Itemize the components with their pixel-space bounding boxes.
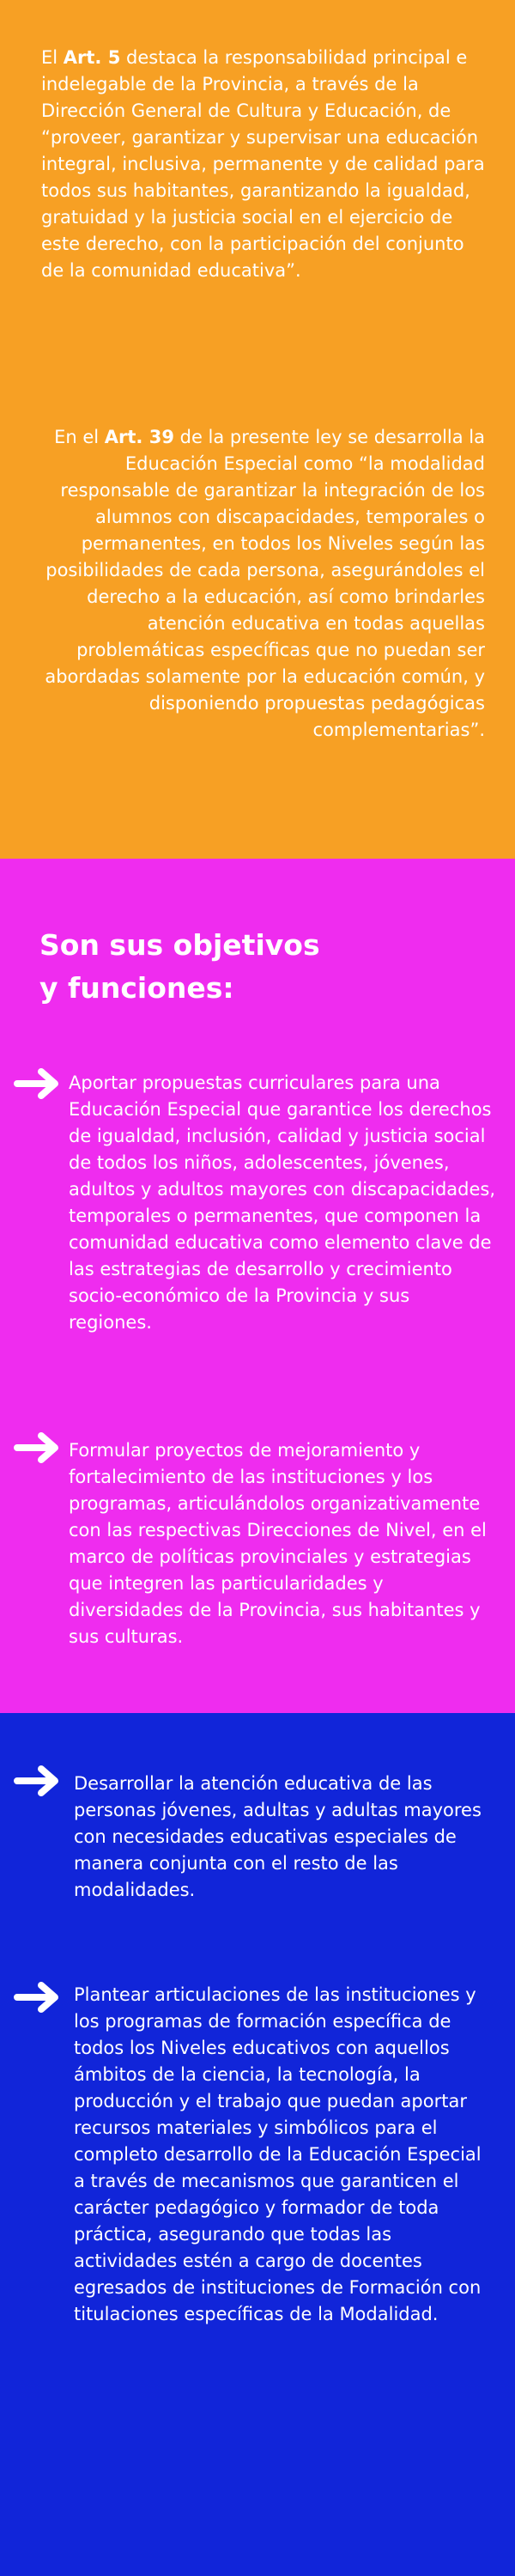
arrow-right-icon [14, 1762, 65, 1800]
art5-body: destaca la responsabilidad principal e indelegable de la Provincia, a través de la Dirección General de Cultura y Educación, de “proveer, garantizar y supervisar una educación integral, inclusiva, permanente y de calidad para todos sus habitantes, garantizando la igualdad, gratuidad y la justicia social en el ejercicio de este derecho, con la participación del conjunto de la comunidad educativa”. [41, 47, 485, 281]
arrow-right-icon [14, 1065, 65, 1103]
objective-text: Aportar propuestas curriculares para una Educación Especial que garantice los derechos de igualdad, inclusión, calidad y justicia social de todos los niños, adolescentes, jóvenes, adultos y adultos mayores con discapacidades, temporales o permanentes, que componen la comunidad educativa como elemento clave de las estrategias de desarrollo y crecimiento socio-económico de la Provincia y sus regiones. [69, 1072, 496, 1333]
objective-text: Plantear articulaciones de las instituciones y los programas de formación específica de todos los Niveles educativos con aquellos ámbitos de la ciencia, la tecnología, la producción y el trabajo que puedan aportar recursos materiales y simbólicos para el completo desarrollo de la Educación Especial a través de mecanismos que garanticen el carácter pedagógico y formador de toda práctica, asegurando que todas las actividades estén a cargo de docentes egresados de instituciones de Formación con titulaciones específicas de la Modalidad. [74, 1984, 482, 2324]
art5-intro: El [41, 47, 64, 68]
arrow-right-icon [14, 1429, 65, 1467]
art39-paragraph [34, 424, 485, 744]
objective-text: Desarrollar la atención educativa de las personas jóvenes, adultas y adultas mayores con necesidades educativas especiales de manera conjunta con el resto de las modalidades. [74, 1773, 482, 1900]
heading-line-1: Son sus objetivos [39, 928, 320, 962]
heading-line-2: y funciones: [39, 971, 234, 1005]
objective-text: Formular proyectos de mejoramiento y fortalecimiento de las instituciones y los programas, articulándolos organizativamente con las respectivas Direcciones de Nivel, en el marco de políticas provinciales y estrategias que integren las particularidades y diversidades de la Provincia, sus habitantes y sus culturas. [69, 1440, 487, 1647]
art39-reference: Art. 39 [104, 427, 174, 447]
art5-reference: Art. 5 [63, 47, 121, 68]
art39-body: de la presente ley se desarrolla la Educación Especial como “la modalidad responsable de garantizar la integración de los alumnos con discapacidades, temporales o permanentes, en todos los Niveles según las posibilidades de cada persona, asegurándoles el derecho a la educación, así como brindarles atención educativa en todas aquellas problemáticas específicas que no puedan ser abordadas solamente por la educación común, y disponiendo propuestas pedagógicas complementarias”. [45, 427, 485, 740]
objectives-heading [39, 924, 469, 1010]
orange-section [0, 0, 515, 859]
art5-paragraph [41, 45, 488, 284]
arrow-right-icon [14, 1978, 65, 2016]
art39-intro: En el [54, 427, 105, 447]
